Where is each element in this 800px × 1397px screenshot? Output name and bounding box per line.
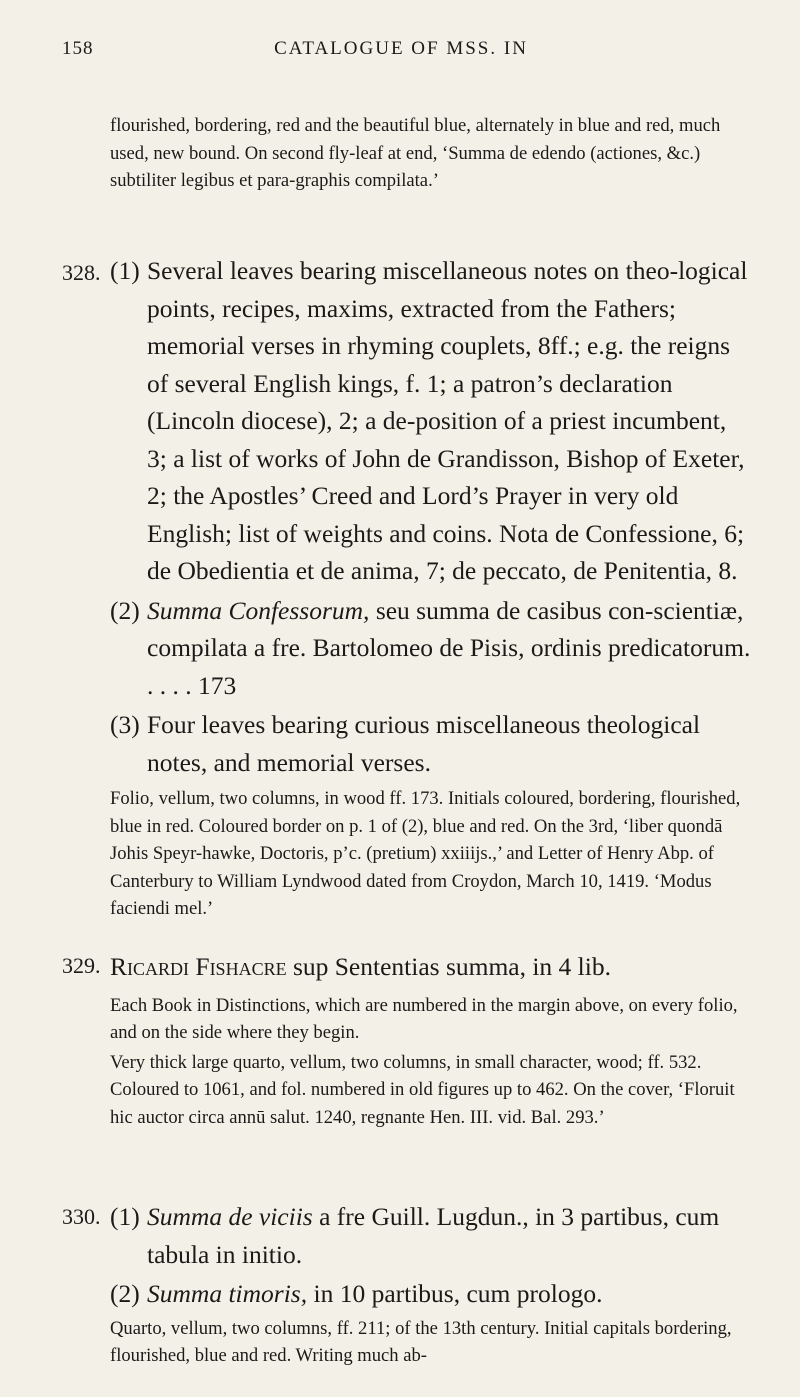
- folio-count: 173: [198, 670, 237, 700]
- item-text: [147, 1198, 752, 1273]
- entry-number: 330.: [62, 1204, 101, 1229]
- entry-item: [110, 1275, 752, 1313]
- physical-description: [110, 1315, 752, 1370]
- item-mark: (1): [110, 1202, 140, 1231]
- entry-body: [110, 1198, 752, 1372]
- entry-body: [110, 252, 752, 925]
- physical-description: [110, 785, 752, 923]
- item-text: Four leaves bearing curious miscellaneous theological notes, and memorial verses.: [147, 710, 701, 777]
- page-header: [62, 38, 740, 62]
- description-text: Folio, vellum, two columns, in wood ff. 173. Initials coloured, bordering, flourished, blue in red. Coloured border on p. 1 of (2), blue and red. On the 3rd, ‘liber quondā Johis Speyr-hawke, Doctoris, p’c. (pretium) xxiiijs.,’ and Letter of Henry Abp. of Canterbury to William Lyndwood dated from Croydon, March 10, 1419. ‘Modus faciendi mel.’: [110, 788, 741, 920]
- item-text-rest: a fre Guill. Lugdun., in 3 partibus, cum tabula in initio.: [147, 1202, 720, 1269]
- item-text: [147, 592, 752, 705]
- item-title: Summa Confessorum,: [147, 595, 370, 625]
- continuation-text: flourished, bordering, red and the beautiful blue, alternately in blue and red, much used, new bound. On second fly-leaf at end, ‘Summa de edendo (actiones, &c.) subtiliter legibus et para-graphis compilata.’: [110, 115, 721, 192]
- dot-leaders: . . . .: [147, 670, 198, 700]
- entry-item: [110, 706, 752, 781]
- entry-item: [110, 252, 752, 590]
- description-text: Each Book in Distinctions, which are numbered in the margin above, on every folio, and on the side where they begin.: [110, 994, 738, 1044]
- item-mark: (2): [110, 1279, 140, 1308]
- item-text: [147, 1275, 752, 1313]
- running-title: CATALOGUE OF MSS. IN: [274, 38, 528, 59]
- page-number: 158: [62, 38, 94, 59]
- item-mark: (3): [110, 710, 140, 739]
- item-text-rest: in 10 partibus, cum prologo.: [307, 1279, 603, 1308]
- physical-description: [110, 992, 752, 1132]
- continuation-paragraph: [110, 112, 750, 195]
- entry-body: [110, 948, 752, 1133]
- entry-number: 329.: [62, 953, 101, 978]
- item-text: Several leaves bearing miscellaneous notes on theo-logical points, recipes, maxims, extracted from the Fathers; memorial verses in rhyming couplets, 8ff.; e.g. the reigns of several English kings, f. 1; a patron’s declaration (Lincoln diocese), 2; a de-position of a priest incumbent, 3; a list of works of John de Grandisson, Bishop of Exeter, 2; the Apostles’ Creed and Lord’s Prayer in very old English; list of weights and coins. Nota de Confessione, 6; de Obedientia et de anima, 7; de peccato, de Penitentia, 8.: [147, 256, 748, 585]
- item-mark: (2): [110, 595, 140, 625]
- author-name: Ricardi Fishacre: [110, 952, 287, 981]
- entry-heading: [110, 948, 752, 986]
- item-title: Summa timoris,: [147, 1279, 308, 1308]
- entry-item: [110, 592, 752, 705]
- description-text: Very thick large quarto, vellum, two columns, in small character, wood; ff. 532. Coloured to 1061, and fol. numbered in old figures up to 462. On the cover, ‘Floruit hic auctor circa annū salut. 1240, regnante Hen. III. vid. Bal. 293.’: [110, 1051, 735, 1128]
- work-title: sup Sententias summa, in 4 lib.: [286, 952, 611, 981]
- description-text: Quarto, vellum, two columns, ff. 211; of the 13th century. Initial capitals bordering, flourished, blue and red. Writing much ab-: [110, 1317, 732, 1367]
- item-text-rest: seu summa de casibus con-scientiæ, compilata a fre. Bartolomeo de Pisis, ordinis predicatorum.: [147, 595, 751, 662]
- entry-number: 328.: [62, 260, 101, 285]
- item-mark: (1): [110, 256, 140, 285]
- entry-item: [110, 1198, 752, 1273]
- item-title: Summa de viciis: [147, 1202, 313, 1231]
